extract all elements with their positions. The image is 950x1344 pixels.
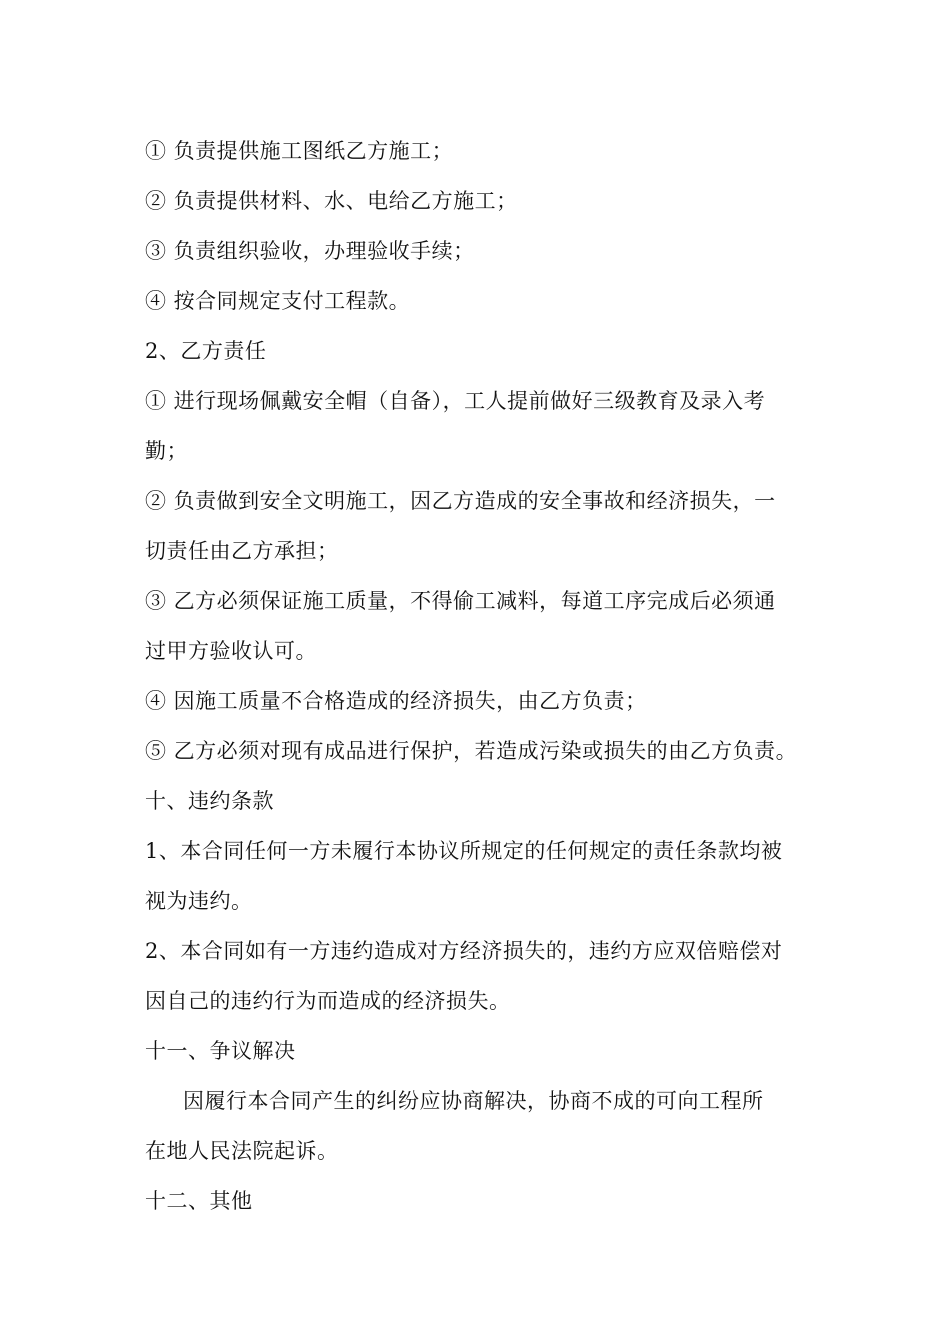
party-a-item-2: ② 负责提供材料、水、电给乙方施工； <box>145 189 518 213</box>
section-11-paragraph-line-1: 因履行本合同产生的纠纷应协商解决，协商不成的可向工程所 <box>183 1089 764 1113</box>
party-b-item-3-line-1: ③ 乙方必须保证施工质量，不得偷工减料，每道工序完成后必须通 <box>145 589 776 613</box>
section-10-heading: 十、违约条款 <box>145 789 274 813</box>
section-10-item-1-line-2: 视为违约。 <box>145 889 253 913</box>
party-a-item-3: ③ 负责组织验收，办理验收手续； <box>145 239 475 263</box>
party-b-item-3-line-2: 过甲方验收认可。 <box>145 639 317 663</box>
party-a-item-1: ① 负责提供施工图纸乙方施工； <box>145 139 454 163</box>
party-b-item-1-line-1: ① 进行现场佩戴安全帽（自备），工人提前做好三级教育及录入考 <box>145 389 766 413</box>
section-10-item-2-line-1: 2、本合同如有一方违约造成对方经济损失的，违约方应双倍赔偿对 <box>145 939 783 963</box>
party-b-item-2-line-2: 切责任由乙方承担； <box>145 539 339 563</box>
party-b-heading: 2、乙方责任 <box>145 339 267 363</box>
section-11-paragraph-line-2: 在地人民法院起诉。 <box>145 1139 339 1163</box>
party-b-item-4: ④ 因施工质量不合格造成的经济损失，由乙方负责； <box>145 689 647 713</box>
party-b-item-2-line-1: ② 负责做到安全文明施工，因乙方造成的安全事故和经济损失，一 <box>145 489 776 513</box>
section-10-item-2-line-2: 因自己的违约行为而造成的经济损失。 <box>145 989 511 1013</box>
party-b-item-5: ⑤ 乙方必须对现有成品进行保护，若造成污染或损失的由乙方负责。 <box>145 739 798 763</box>
party-a-item-4: ④ 按合同规定支付工程款。 <box>145 289 411 313</box>
section-11-heading: 十一、争议解决 <box>145 1039 296 1063</box>
section-12-heading: 十二、其他 <box>145 1189 253 1213</box>
section-10-item-1-line-1: 1、本合同任何一方未履行本协议所规定的任何规定的责任条款均被 <box>145 839 783 863</box>
document-body <box>145 126 835 1226</box>
party-b-item-1-line-2: 勤； <box>145 439 188 463</box>
